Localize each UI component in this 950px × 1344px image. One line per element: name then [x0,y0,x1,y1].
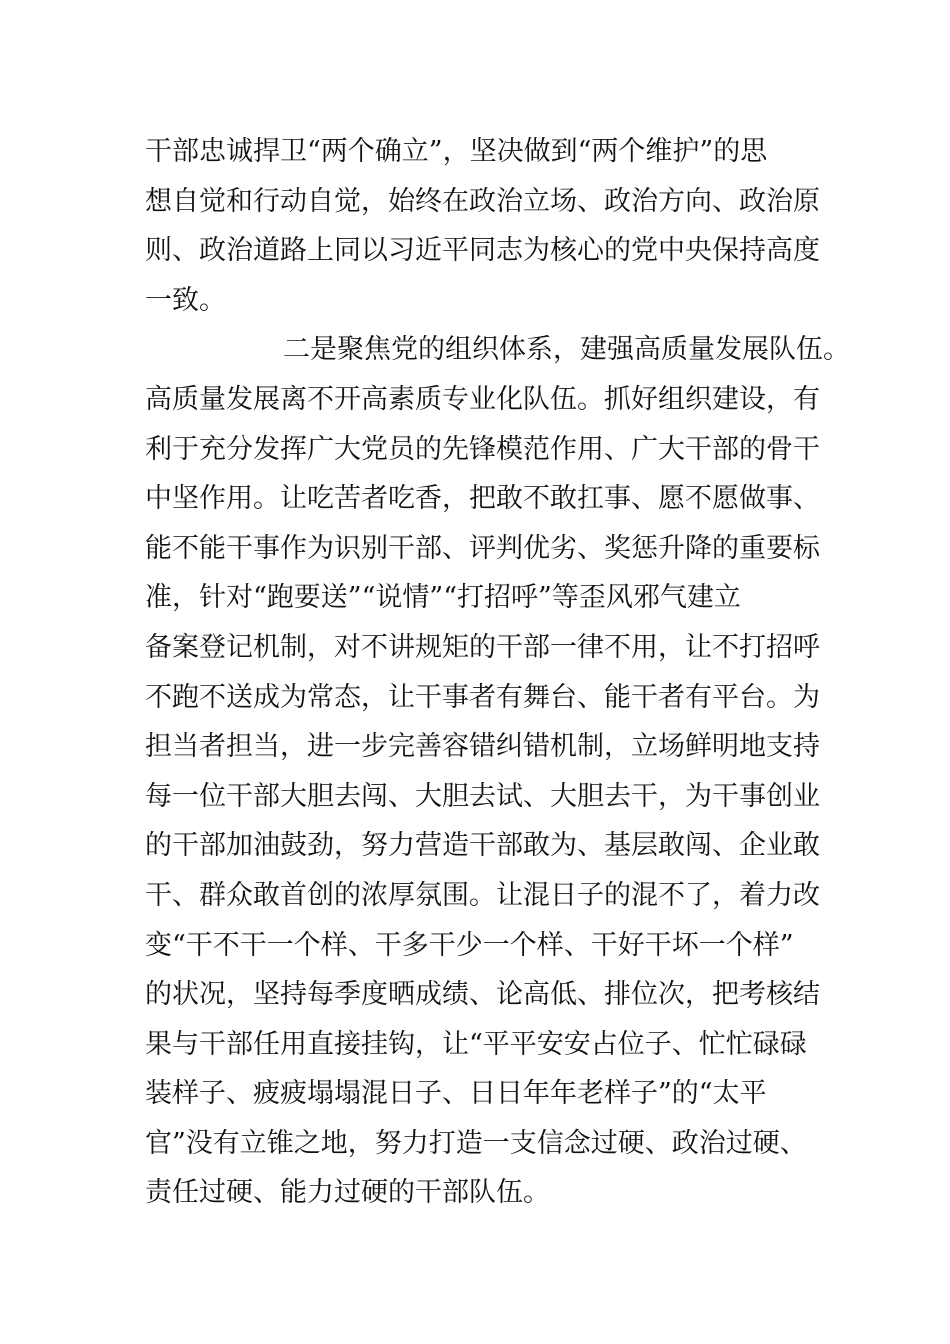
paragraph-line: 装样子、疲疲塌塌混日子、日日年年老样子”的“太平 [145,1078,767,1110]
section-heading: 二是聚焦党的组织体系，建强高质量发展队伍。 [283,334,850,366]
paragraph-line: 干部忠诚捍卫“两个确立”，坚决做到“两个维护”的思 [145,136,768,167]
paragraph-line: 高质量发展离不开高素质专业化队伍。抓好组织建设，有 [145,383,820,415]
paragraph-line: 的干部加油鼓劲，努力营造干部敢为、基层敢闯、企业敢 [145,830,820,862]
paragraph-line: 责任过硬、能力过硬的干部队伍。 [145,1177,550,1209]
paragraph-1 [145,127,825,325]
paragraph-line: 变“干不干一个样、干多干少一个样、干好干坏一个样” [145,929,794,961]
paragraph-line: 利于充分发挥广大党员的先锋模范作用、广大干部的骨干 [145,433,820,465]
paragraph-2 [145,325,850,1218]
paragraph-line: 则、政治道路上同以习近平同志为核心的党中央保持高度 [145,235,820,267]
paragraph-line: 的状况，坚持每季度晒成绩、论高低、排位次，把考核结 [145,979,820,1011]
document-body [145,127,850,1218]
paragraph-line: 备案登记机制，对不讲规矩的干部一律不用，让不打招呼 [145,631,820,663]
paragraph-line: 不跑不送成为常态，让干事者有舞台、能干者有平台。为 [145,681,820,713]
paragraph-line: 一致。 [145,284,226,316]
paragraph-line: 担当者担当，进一步完善容错纠错机制，立场鲜明地支持 [145,731,820,763]
paragraph-line: 准，针对“跑要送”“说情”“打招呼”等歪风邪气建立 [145,582,741,614]
paragraph-line: 干、群众敢首创的浓厚氛围。让混日子的混不了，着力改 [145,879,820,911]
paragraph-line: 果与干部任用直接挂钩，让“平平安安占位子、忙忙碌碌 [145,1028,807,1060]
paragraph-line: 中坚作用。让吃苦者吃香，把敢不敢扛事、愿不愿做事、 [145,483,820,515]
paragraph-line: 官”没有立锥之地，努力打造一支信念过硬、政治过硬、 [145,1127,807,1159]
paragraph-line: 每一位干部大胆去闯、大胆去试、大胆去干，为干事创业 [145,780,820,812]
paragraph-line: 想自觉和行动自觉，始终在政治立场、政治方向、政治原 [145,185,820,217]
paragraph-line: 能不能干事作为识别干部、评判优劣、奖惩升降的重要标 [145,532,820,564]
